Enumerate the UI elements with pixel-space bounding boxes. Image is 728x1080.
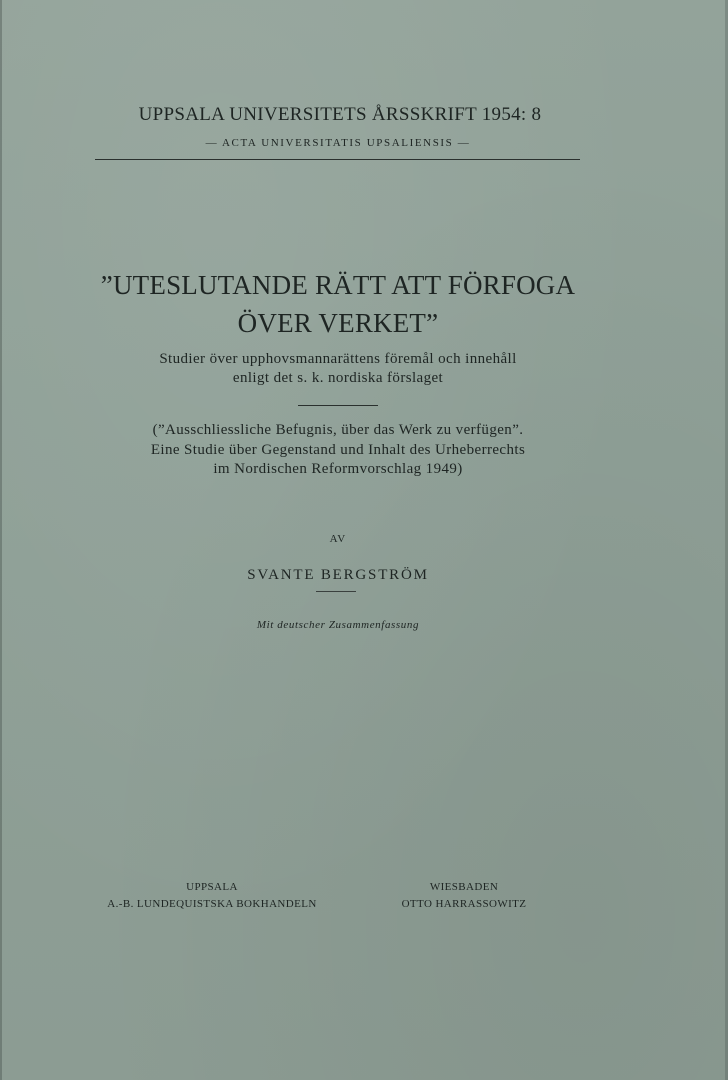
german-title-line-2: Eine Studie über Gegenstand und Inhalt des Urheberrechts (150, 441, 526, 458)
german-title (0, 421, 676, 480)
publisher-right-city: WIESBADEN (429, 881, 499, 893)
summary-note: Mit deutscher Zusammenfassung (256, 619, 420, 631)
main-title-line-1: ”UTESLUTANDE RÄTT ATT FÖRFOGA (100, 270, 576, 300)
main-title-line-2: ÖVER VERKET” (237, 308, 439, 338)
german-title-line-1: (”Ausschliessliche Befugnis, über das Werk zu verfügen”. (152, 422, 524, 438)
middle-rule (298, 405, 378, 406)
publisher-right (384, 879, 544, 913)
series-subtitle: — ACTA UNIVERSITATIS UPSALIENSIS — (205, 137, 471, 149)
german-title-line-3: im Nordischen Reformvorschlag 1949) (213, 461, 463, 477)
author-rule (316, 591, 356, 592)
byline: AV (329, 533, 347, 545)
publisher-left-name: A.-B. LUNDEQUISTSKA BOKHANDELN (107, 898, 317, 910)
top-rule (95, 159, 580, 160)
publisher-left (92, 879, 332, 913)
main-title (0, 266, 676, 342)
subtitle (0, 350, 676, 388)
publisher-left-city: UPPSALA (186, 881, 238, 893)
publisher-right-name: OTTO HARRASSOWITZ (401, 898, 527, 910)
series-title: UPPSALA UNIVERSITETS ÅRSSKRIFT 1954: 8 (138, 104, 542, 125)
subtitle-line-1: Studier över upphovsmannarättens föremål och innehåll (159, 351, 517, 367)
subtitle-line-2: enligt det s. k. nordiska förslaget (232, 370, 444, 386)
author-name: SVANTE BERGSTRÖM (247, 567, 429, 583)
